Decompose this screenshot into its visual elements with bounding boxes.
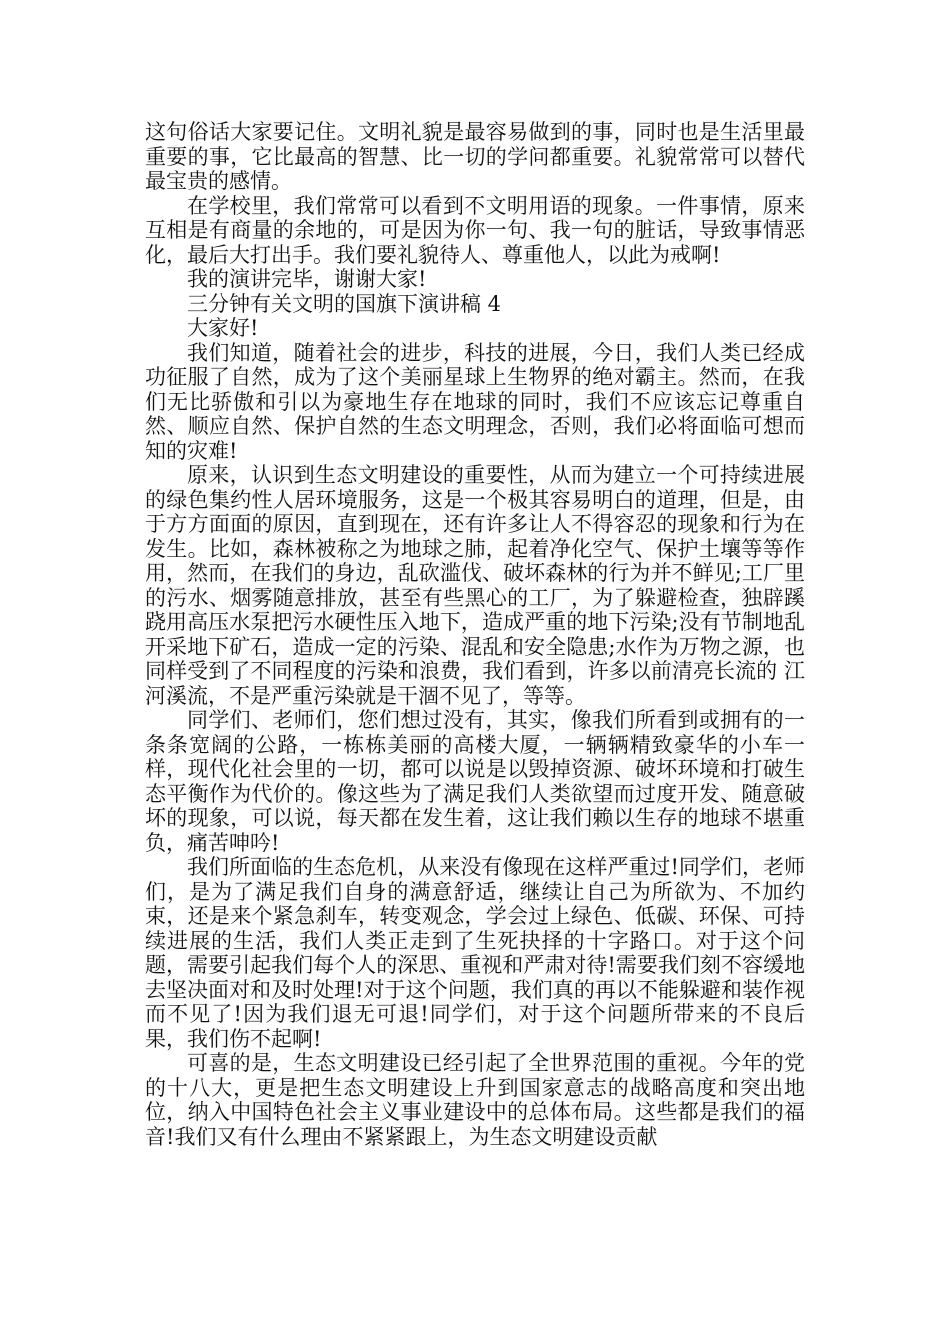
document-body (145, 120, 805, 1149)
paragraph-5: 同学们、老师们，您们想过没有，其实，像我们所看到或拥有的一条条宽阔的公路，一栋栋美丽的高楼大厦，一辆辆精致豪华的小车一样，现代化社会里的一切，都可以说是以毁掉资源、破坏环境和打破生态平衡作为代价的。像这些为了满足我们人类欲望而过度开发、随意破坏的现象，可以说，每天都在发生着，这让我们赖以生存的地球不堪重负，痛苦呻吟! (145, 708, 805, 855)
paragraph-4: 原来，认识到生态文明建设的重要性，从而为建立一个可持续进展的绿色集约性人居环境服务，这是一个极其容易明白的道理，但是，由于方方面面的原因，直到现在，还有许多让人不得容忍的现象和行为在发生。比如，森林被称之为地球之肺，起着净化空气、保护土壤等等作用，然而，在我们的身边，乱砍滥伐、破坏森林的行为并不鲜见;工厂里的污水、烟雾随意排放，甚至有些黑心的工厂，为了躲避检查，独辟蹊跷用高压水泵把污水硬性压入地下，造成严重的地下污染;没有节制地乱开采地下矿石，造成一定的污染、混乱和安全隐患;水作为万物之源，也同样受到了不同程度的污染和浪费，我们看到，许多以前清亮长流的 江河溪流，不是严重污染就是干涸不见了，等等。 (145, 463, 805, 708)
paragraph-1: 这句俗话大家要记住。文明礼貌是最容易做到的事，同时也是生活里最重要的事，它比最高的智慧、比一切的学问都重要。礼貌常常可以替代最宝贵的感情。 (145, 120, 805, 193)
section-title: 三分钟有关文明的国旗下演讲稿 4 (187, 291, 502, 316)
paragraph-7: 可喜的是，生态文明建设已经引起了全世界范围的重视。今年的党的十八大，更是把生态文明建设上升到国家意志的战略高度和突出地位，纳入中国特色社会主义事业建设中的总体布局。这些都是我们的福音!我们又有什么理由不紧紧跟上，为生态文明建设贡献 (145, 1051, 805, 1149)
paragraph-3: 我们知道，随着社会的进步，科技的进展，今日，我们人类已经成功征服了自然，成为了这个美丽星球上生物界的绝对霸主。然而，在我们无比骄傲和引以为豪地生存在地球的同时，我们不应该忘记尊重自然、顺应自然、保护自然的生态文明理念，否则，我们必将面临可想而知的灾难! (145, 340, 805, 463)
paragraph-2: 在学校里，我们常常可以看到不文明用语的现象。一件事情，原来互相是有商量的余地的，可是因为你一句、我一句的脏话，导致事情恶化，最后大打出手。我们要礼貌待人、尊重他人，以此为戒啊! (145, 193, 805, 267)
greeting: 大家好! (187, 316, 259, 340)
closing-line: 我的演讲完毕，谢谢大家! (187, 267, 427, 291)
paragraph-6: 我们所面临的生态危机，从来没有像现在这样严重过!同学们，老师们，是为了满足我们自身的满意舒适，继续让自己为所欲为、不加约束，还是来个紧急刹车，转变观念，学会过上绿色、低碳、环保、可持续进展的生活，我们人类正走到了生死抉择的十字路口。对于这个问题，需要引起我们每个人的深思、重视和严肃对待!需要我们刻不容缓地去坚决面对和及时处理!对于这个问题，我们真的再以不能躲避和装作视而不见了!因为我们退无可退!同学们，对于这个问题所带来的不良后果，我们伤不起啊! (145, 855, 805, 1051)
